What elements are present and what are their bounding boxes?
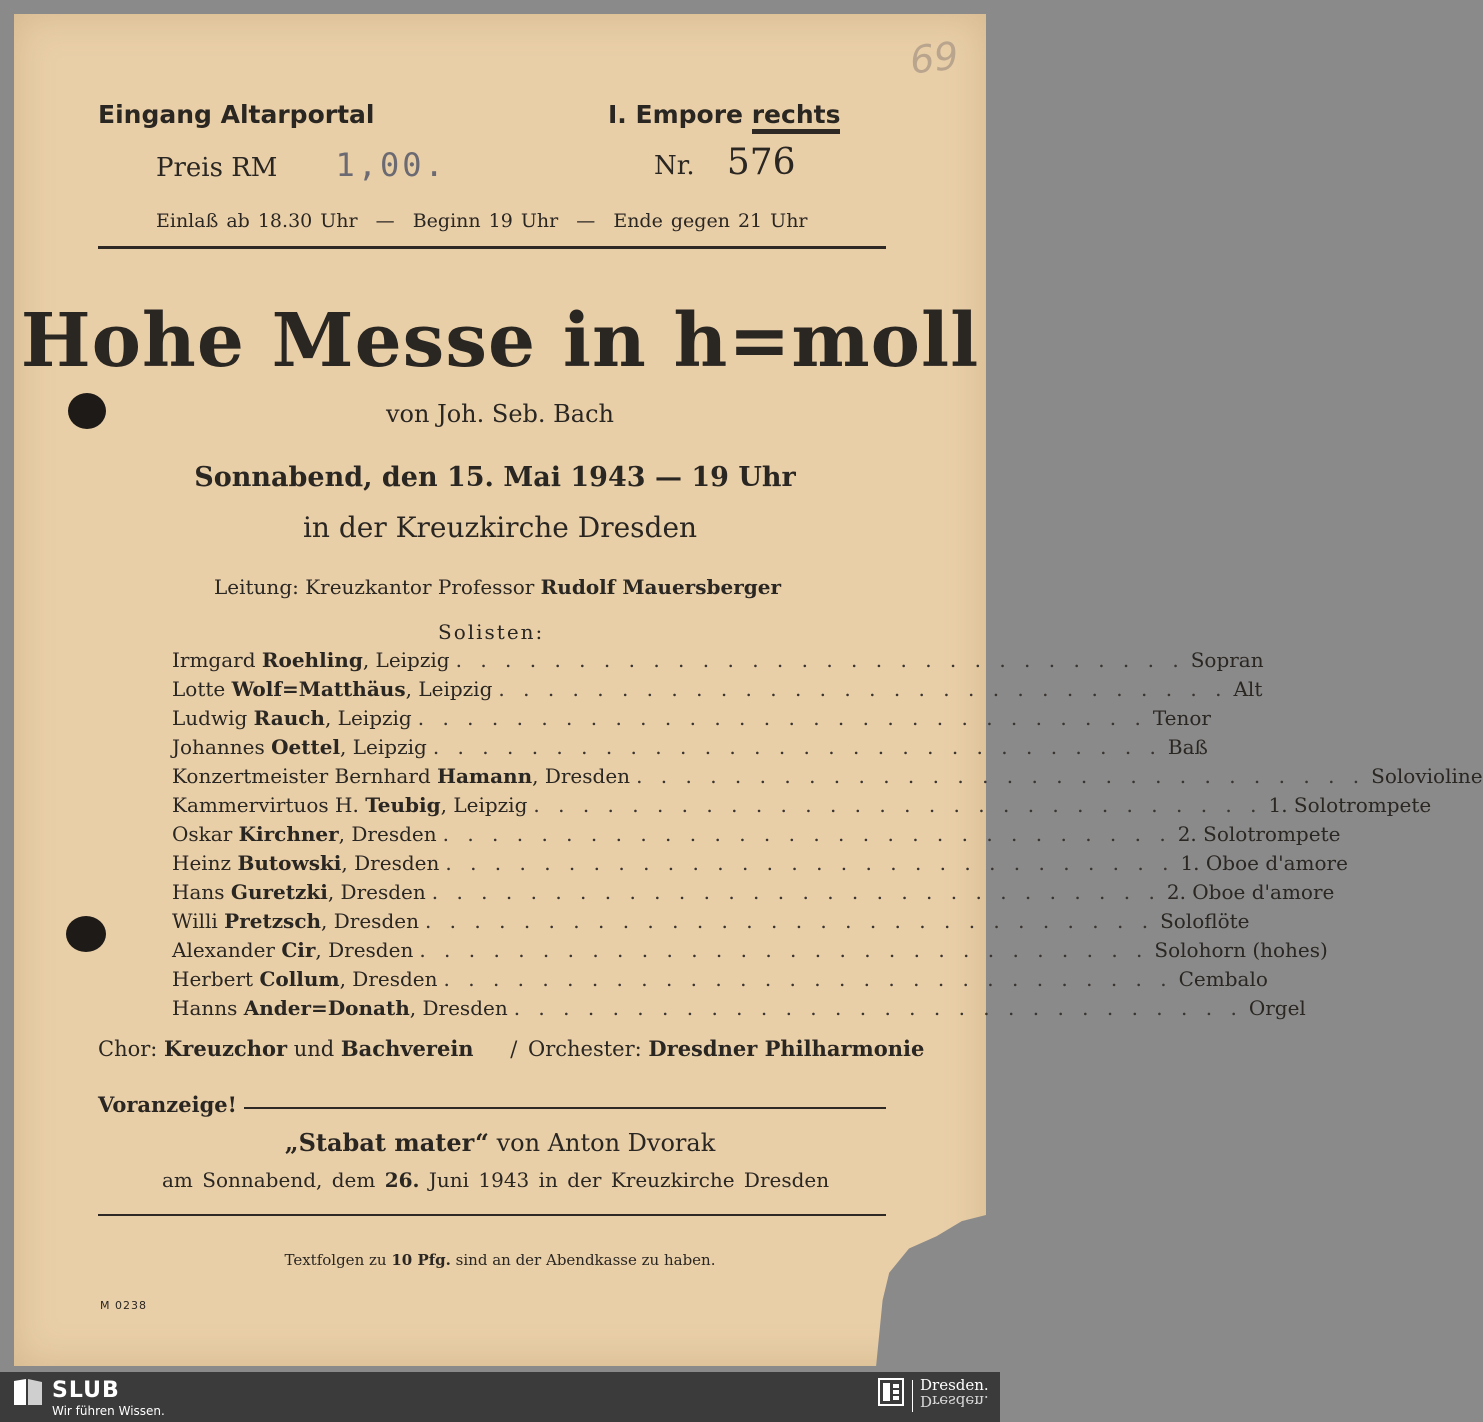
list-item: Johannes Oettel, Leipzig . . . . . . . . . . . . . . . . . . . . . . . . . . . . . . Baß [172,735,1208,759]
list-item: Kammervirtuos H. Teubig, Leipzig . . . . . . . . . . . . . . . . . . . . . . . . . . . . . . 1. Solotrompete [172,793,1432,817]
book-logo-icon [12,1377,44,1407]
footer-divider [912,1380,913,1412]
header-rule [98,246,886,249]
library-footer [0,1372,1000,1422]
conductor-line [214,575,781,599]
texts-note [0,1251,1000,1269]
seat-area-side: rechts [752,100,841,134]
orchestra-line [528,1036,924,1061]
ticket-number-value: 576 [726,142,796,183]
date-line: Sonnabend, den 15. Mai 1943 — 19 Uhr [194,462,796,493]
preview-date-line [162,1168,829,1192]
preview-date-prefix: am Sonnabend, dem [162,1168,376,1192]
list-item: Lotte Wolf=Matthäus, Leipzig . . . . . . . . . . . . . . . . . . . . . . . . . . . . . . Alt [172,677,1263,701]
preview-day: 26. [384,1168,420,1192]
concert-title: Hohe Messe in h=moll [20,298,980,384]
choir-label: Chor: [98,1037,158,1061]
choir-and: und [293,1037,335,1061]
preview-work: „Stabat mater“ [284,1128,489,1157]
composer: von Joh. Seb. Bach [386,400,614,428]
preview-composer: von Anton Dvorak [496,1129,716,1157]
partner-name: Dresden. [920,1376,989,1394]
list-item: Oskar Kirchner, Dresden . . . . . . . . . . . . . . . . . . . . . . . . . . . . . . 2. Solotrompete [172,822,1341,846]
list-item: Alexander Cir, Dresden . . . . . . . . . . . . . . . . . . . . . . . . . . . . . . Solohorn (hohes) [172,938,1328,962]
texts-note-before: Textfolgen zu [284,1251,387,1269]
texts-note-after: sind an der Abendkasse zu haben. [455,1251,716,1269]
texts-note-price: 10 Pfg. [391,1251,451,1269]
times-sep-2: — [576,210,596,232]
time-start: Beginn 19 Uhr [412,210,559,232]
list-item: Hanns Ander=Donath, Dresden . . . . . . . . . . . . . . . . . . . . . . . . . . . . . . Orgel [172,996,1306,1020]
list-item: Konzertmeister Bernhard Hamann, Dresden . . . . . . . . . . . . . . . . . . . . . . . . . . . . . . Solovioline [172,764,1483,788]
list-item: Willi Pretzsch, Dresden . . . . . . . . . . . . . . . . . . . . . . . . . . . . . . Soloflöte [172,909,1250,933]
list-item: Ludwig Rauch, Leipzig . . . . . . . . . . . . . . . . . . . . . . . . . . . . . . Tenor [172,706,1211,730]
list-item: Irmgard Roehling, Leipzig . . . . . . . . . . . . . . . . . . . . . . . . . . . . . . Sopran [172,648,1264,672]
venue: in der Kreuzkirche Dresden [302,511,698,544]
corner-number: 69 [907,33,961,83]
price-value: 1,00. [335,146,447,184]
preview-date-suffix: Juni 1943 in der Kreuzkirche Dresden [428,1168,830,1192]
ticket-number-label: Nr. [654,151,695,181]
seat-area-prefix: I. Empore [608,100,743,129]
conductor-name: Rudolf Mauersberger [540,575,781,599]
brand-name: SLUB [52,1378,120,1403]
choir-sep: / [510,1037,518,1061]
orchestra-label: Orchester: [528,1037,642,1061]
entrance-label: Eingang Altarportal [98,100,375,129]
footer-rule [98,1214,886,1216]
price-field [156,146,447,184]
orchestra-name: Dresdner Philharmonie [648,1036,925,1061]
soloists-heading: Solisten: [438,620,545,644]
conductor-label: Leitung: Kreuzkantor Professor [214,575,535,599]
times-line [156,210,808,232]
punch-hole [68,393,106,429]
ticket-number [654,142,796,183]
city-crest-icon [878,1378,904,1406]
partner-name-mirror: Dresden. [920,1392,989,1410]
price-label: Preis RM [156,153,278,183]
list-item: Heinz Butowski, Dresden . . . . . . . . . . . . . . . . . . . . . . . . . . . . . . 1. Oboe d'amore [172,851,1348,875]
print-code: M 0238 [100,1299,147,1312]
list-item: Herbert Collum, Dresden . . . . . . . . . . . . . . . . . . . . . . . . . . . . . . Cembalo [172,967,1268,991]
times-sep-1: — [375,210,395,232]
seat-area [608,100,840,129]
list-item: Hans Guretzki, Dresden . . . . . . . . . . . . . . . . . . . . . . . . . . . . . . 2. Oboe d'amore [172,880,1335,904]
time-end: Ende gegen 21 Uhr [613,210,808,232]
choir-line [98,1036,543,1061]
choir-name-2: Bachverein [340,1036,474,1061]
choir-name-1: Kreuzchor [164,1036,288,1061]
brand-tagline: Wir führen Wissen. [52,1404,165,1418]
punch-hole [66,916,106,952]
preview-label: Voranzeige! [98,1092,237,1117]
preview-rule [244,1107,886,1109]
preview-work-line [0,1128,1000,1157]
time-entry: Einlaß ab 18.30 Uhr [156,210,358,232]
